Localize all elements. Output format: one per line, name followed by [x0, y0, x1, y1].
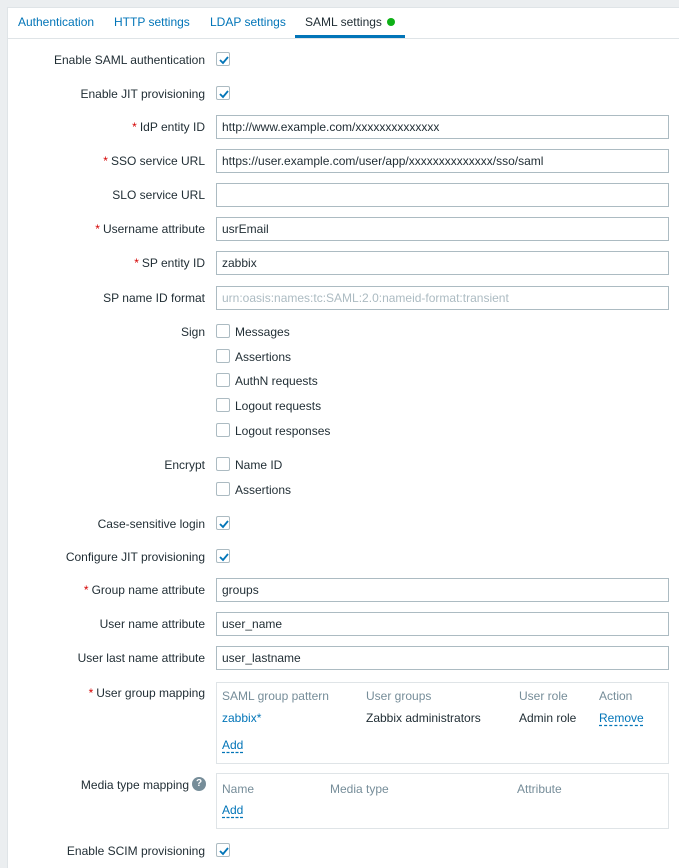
username-attribute-input[interactable]: [216, 217, 669, 241]
required-asterisk: *: [95, 222, 100, 236]
user-name-attribute-label: User name attribute: [99, 617, 205, 631]
sp-entity-id-input[interactable]: [216, 251, 669, 275]
idp-entity-id-label: [132, 120, 205, 134]
required-asterisk: *: [88, 686, 94, 700]
saml-settings-panel: [7, 7, 679, 868]
column-header-user-groups: User groups: [366, 689, 432, 703]
enable-saml-checkbox[interactable]: [216, 52, 230, 66]
column-header-action: Action: [599, 689, 633, 703]
media-type-mapping-table: [216, 773, 669, 829]
required-asterisk: *: [134, 256, 139, 270]
add-group-mapping-button[interactable]: Add: [222, 738, 244, 752]
tab-http-settings[interactable]: HTTP settings: [114, 15, 190, 29]
tab-saml-settings[interactable]: [295, 8, 405, 38]
sign-assertions-label: Assertions: [235, 350, 292, 364]
group-name-attribute-label: [84, 583, 205, 597]
group-name-attribute-input[interactable]: [216, 578, 669, 602]
media-type-mapping-label: Media type mapping: [80, 778, 189, 792]
enable-scim-label: Enable SCIM provisioning: [66, 844, 205, 858]
sign-logout-responses-checkbox[interactable]: [216, 423, 230, 437]
slo-url-input[interactable]: [216, 183, 669, 207]
column-header-saml-group-pattern: SAML group pattern: [222, 689, 329, 703]
required-asterisk: *: [83, 583, 89, 597]
column-header-media-type: Media type: [330, 782, 389, 796]
sign-label: Sign: [180, 325, 205, 339]
user-groups-cell: Zabbix administrators: [366, 711, 481, 725]
enable-scim-checkbox[interactable]: [216, 843, 230, 857]
user-role-cell: Admin role: [519, 711, 577, 725]
checkmark-icon: [217, 844, 231, 858]
sign-logout-responses-label: Logout responses: [235, 424, 331, 438]
checkmark-icon: [217, 550, 231, 564]
sign-assertions-checkbox[interactable]: [216, 349, 230, 363]
column-header-attribute: Attribute: [517, 782, 562, 796]
enable-saml-label: Enable SAML authentication: [54, 53, 205, 67]
configure-jit-checkbox[interactable]: [216, 549, 230, 563]
tab-ldap-settings[interactable]: LDAP settings: [210, 15, 286, 29]
user-group-mapping-table: [216, 682, 669, 764]
sign-logout-requests-label: Logout requests: [235, 399, 322, 413]
case-sensitive-login-label: Case-sensitive login: [97, 517, 205, 531]
sp-entity-id-label: [134, 256, 205, 270]
checkmark-icon: [217, 87, 231, 101]
sign-authn-requests-label: AuthN requests: [235, 374, 318, 388]
enable-jit-label: Enable JIT provisioning: [80, 87, 205, 101]
sso-url-input[interactable]: [216, 149, 669, 173]
idp-entity-id-label-text: IdP entity ID: [139, 120, 205, 134]
enabled-status-dot: [387, 18, 395, 26]
encrypt-label: Encrypt: [164, 458, 205, 472]
configure-jit-label: Configure JIT provisioning: [65, 550, 205, 564]
encrypt-assertions-label: Assertions: [235, 483, 292, 497]
checkmark-icon: [217, 517, 231, 531]
remove-mapping-button[interactable]: Remove: [599, 711, 644, 725]
sign-messages-checkbox[interactable]: [216, 324, 230, 338]
enable-jit-checkbox[interactable]: [216, 86, 230, 100]
encrypt-nameid-label: Name ID: [235, 458, 283, 472]
sign-authn-requests-checkbox[interactable]: [216, 373, 230, 387]
sso-url-label: [103, 154, 205, 168]
tab-authentication[interactable]: Authentication: [18, 15, 95, 29]
sp-entity-id-label-text: SP entity ID: [141, 256, 205, 270]
username-attribute-label: [95, 222, 205, 236]
user-group-mapping-label-text: User group mapping: [96, 686, 205, 700]
encrypt-nameid-checkbox[interactable]: [216, 457, 230, 471]
sign-logout-requests-checkbox[interactable]: [216, 398, 230, 412]
sso-url-label-text: SSO service URL: [110, 154, 205, 168]
group-pattern-link[interactable]: zabbix*: [222, 711, 262, 725]
add-media-mapping-button[interactable]: Add: [222, 803, 244, 817]
column-header-name: Name: [222, 782, 255, 796]
tab-bar: [8, 8, 679, 39]
sp-nameid-format-label: SP name ID format: [103, 291, 205, 305]
user-name-attribute-input[interactable]: [216, 612, 669, 636]
user-group-mapping-label: [89, 686, 205, 700]
checkmark-icon: [217, 53, 231, 67]
user-lastname-attribute-input[interactable]: [216, 646, 669, 670]
required-asterisk: *: [103, 154, 108, 168]
user-lastname-attribute-label: User last name attribute: [77, 651, 205, 665]
group-name-attribute-label-text: Group name attribute: [91, 583, 205, 597]
column-header-user-role: User role: [519, 689, 568, 703]
idp-entity-id-input[interactable]: [216, 115, 669, 139]
sp-nameid-format-input[interactable]: [216, 286, 669, 310]
encrypt-assertions-checkbox[interactable]: [216, 482, 230, 496]
case-sensitive-login-checkbox[interactable]: [216, 516, 230, 530]
sign-messages-label: Messages: [235, 325, 290, 339]
tab-saml-settings-label: SAML settings: [305, 15, 382, 29]
help-icon[interactable]: ?: [192, 777, 206, 791]
username-attribute-label-text: Username attribute: [102, 222, 205, 236]
required-asterisk: *: [132, 120, 137, 134]
slo-url-label: SLO service URL: [112, 188, 205, 202]
